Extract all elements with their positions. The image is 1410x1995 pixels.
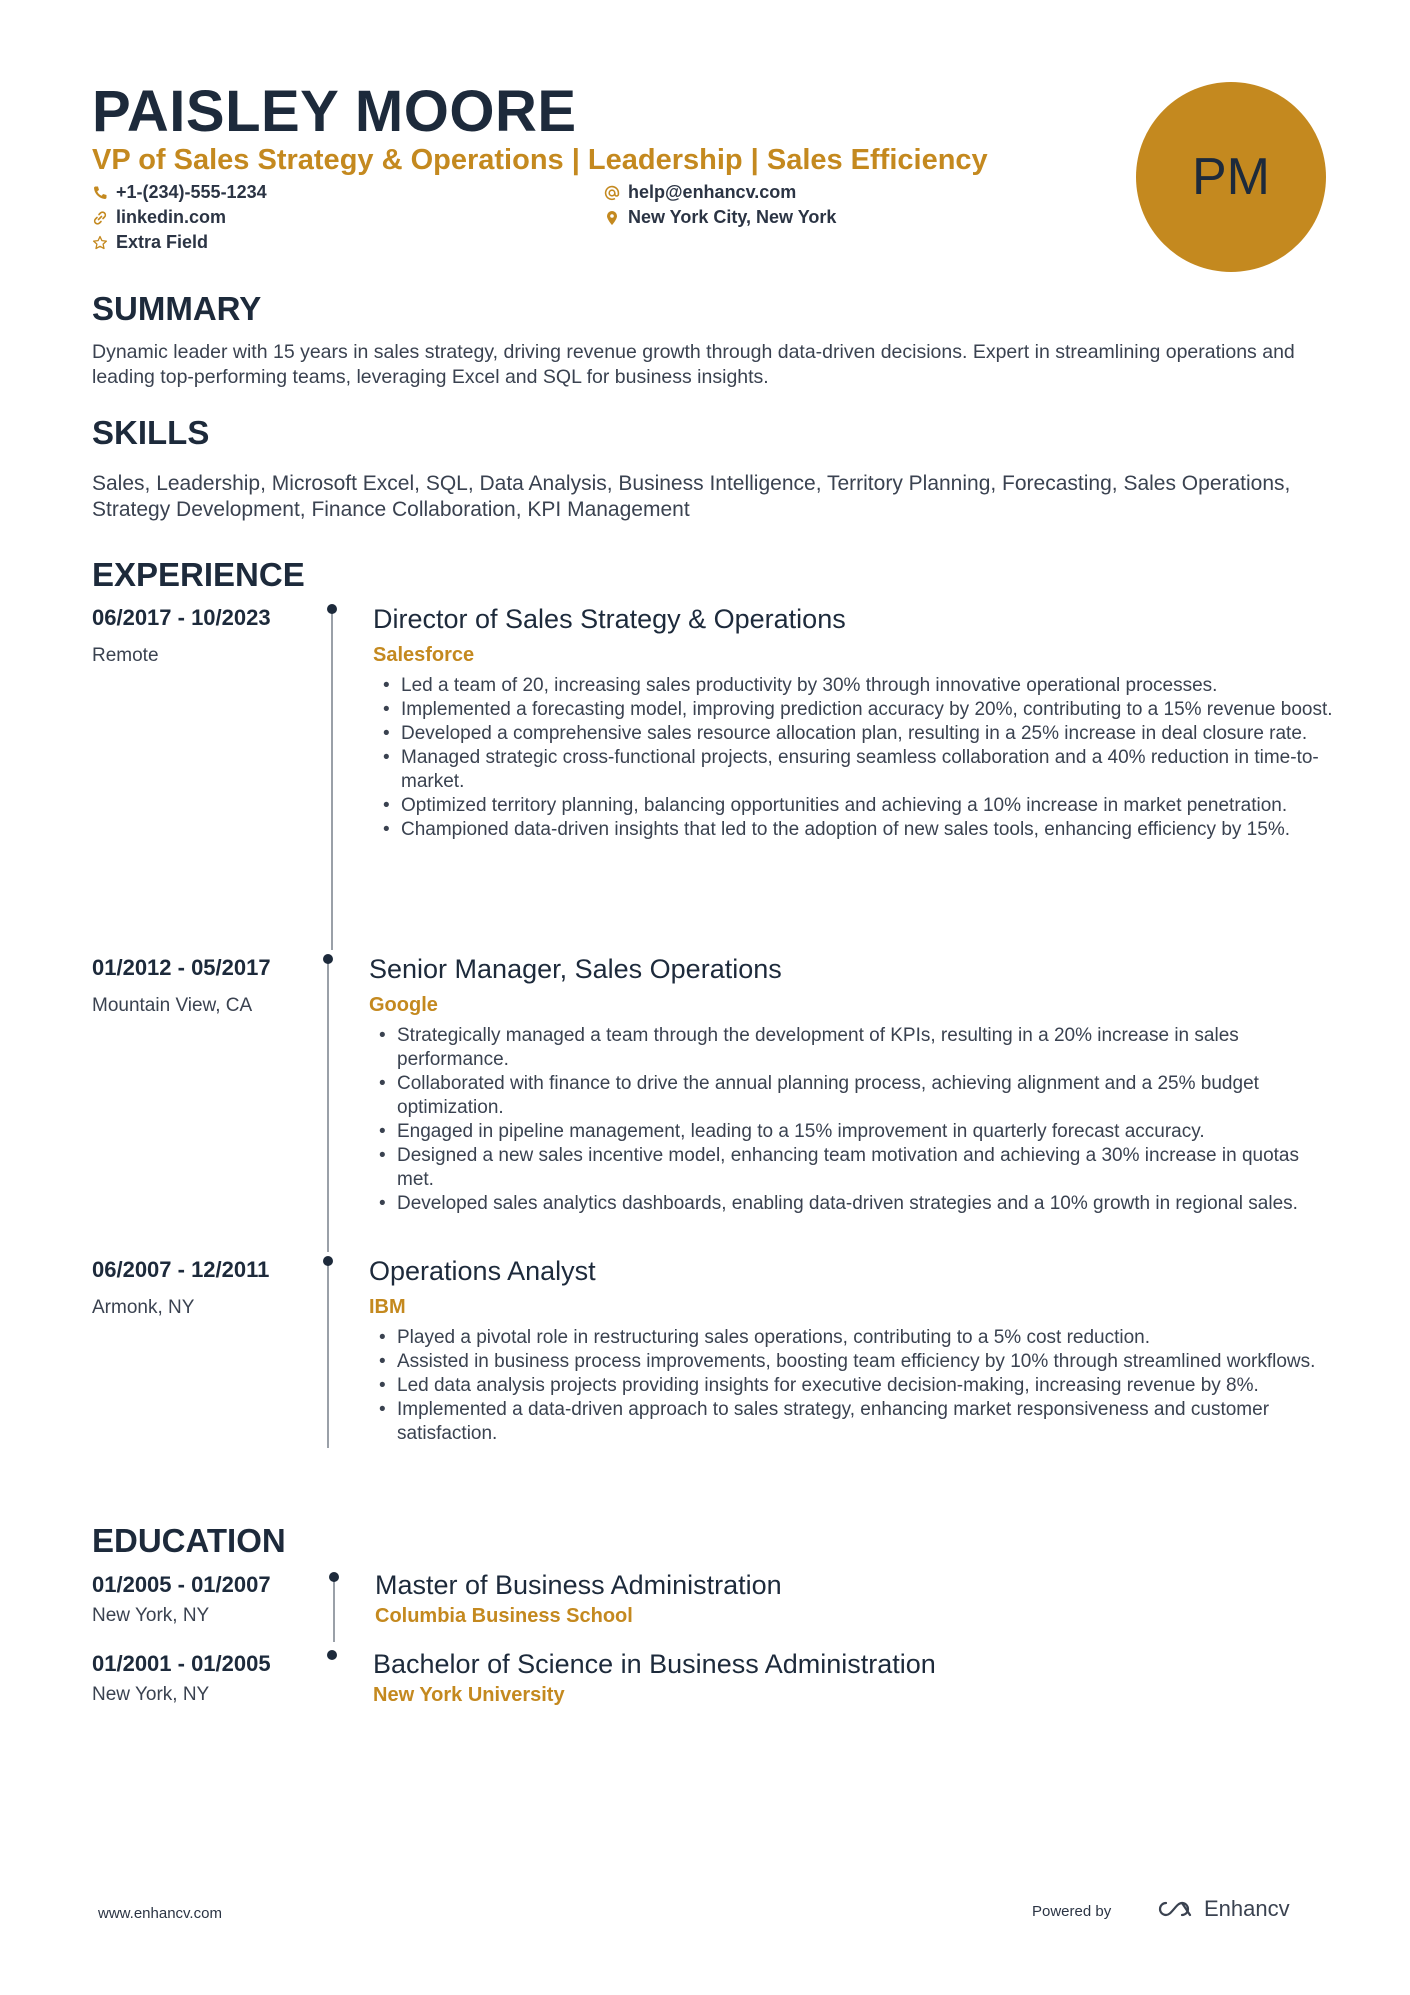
experience-company: Salesforce <box>373 644 475 666</box>
education-heading: EDUCATION <box>92 1522 286 1559</box>
bullet-item: • Led a team of 20, increasing sales productivity by 30% through innovative operational processes. <box>373 674 1333 698</box>
enhancv-logo-icon <box>1152 1897 1198 1921</box>
skills-text: Sales, Leadership, Microsoft Excel, SQL, Data Analysis, Business Intelligence, Territory Planning, Forecasting, Sales Operations, Strategy Development, Finance Collaboration, KPI Management <box>92 472 1291 521</box>
star-icon <box>92 235 108 251</box>
bullet-item: • Strategically managed a team through the development of KPIs, resulting in a 20% increase in sales performance. <box>369 1024 1339 1072</box>
avatar-initials: PM <box>1192 148 1270 206</box>
map-pin-icon <box>604 210 620 226</box>
education-dates: 01/2005 - 01/2007 <box>92 1572 271 1597</box>
bullet-item: • Developed a comprehensive sales resource allocation plan, resulting in a 25% increase in deal closure rate. <box>373 722 1333 746</box>
bullet-item: • Collaborated with finance to drive the annual planning process, achieving alignment and a 25% budget optimization. <box>369 1072 1339 1120</box>
extra-field-text: Extra Field <box>116 232 209 252</box>
education-school: Columbia Business School <box>375 1605 633 1627</box>
avatar <box>1136 82 1326 272</box>
footer-website-link[interactable]: www.enhancv.com <box>98 1905 222 1922</box>
footer-brand-name: Enhancv <box>1204 1896 1290 1921</box>
candidate-headline: VP of Sales Strategy & Operations | Leadership | Sales Efficiency <box>92 144 988 176</box>
experience-role: Director of Sales Strategy & Operations <box>373 604 846 634</box>
bullet-item: • Led data analysis projects providing insights for executive decision-making, increasing revenue by 8%. <box>369 1374 1329 1398</box>
experience-company: Google <box>369 994 438 1016</box>
timeline-dot <box>323 954 333 964</box>
experience-heading: EXPERIENCE <box>92 556 305 593</box>
experience-role: Operations Analyst <box>369 1256 596 1286</box>
education-dates: 01/2001 - 01/2005 <box>92 1651 271 1676</box>
contact-linkedin[interactable] <box>92 207 226 228</box>
experience-location: Mountain View, CA <box>92 995 253 1016</box>
bullet-item: • Developed sales analytics dashboards, enabling data-driven strategies and a 10% growth in regional sales. <box>369 1192 1339 1216</box>
phone-icon <box>92 185 108 201</box>
bullet-item: • Assisted in business process improvements, boosting team efficiency by 10% through streamlined workflows. <box>369 1350 1329 1374</box>
footer-brand-logo[interactable] <box>1152 1896 1290 1922</box>
experience-company: IBM <box>369 1296 406 1318</box>
linkedin-text: linkedin.com <box>116 207 227 227</box>
education-degree: Master of Business Administration <box>375 1570 782 1600</box>
timeline-line <box>333 1580 335 1642</box>
timeline-line <box>331 612 333 950</box>
timeline-line <box>327 1264 329 1448</box>
skills-heading: SKILLS <box>92 414 210 451</box>
timeline-dot <box>329 1572 339 1582</box>
bullet-item: • Played a pivotal role in restructuring sales operations, contributing to a 5% cost reduction. <box>369 1326 1329 1350</box>
candidate-name: PAISLEY MOORE <box>92 79 577 144</box>
education-location: New York, NY <box>92 1684 210 1705</box>
experience-bullets <box>369 1326 1329 1446</box>
bullet-item: • Designed a new sales incentive model, enhancing team motivation and achieving a 30% increase in quotas met. <box>369 1144 1339 1192</box>
timeline-dot <box>327 604 337 614</box>
bullet-item: • Implemented a data-driven approach to sales strategy, enhancing market responsiveness and customer satisfaction. <box>369 1398 1329 1446</box>
experience-bullets <box>373 674 1333 842</box>
bullet-item: • Championed data-driven insights that led to the adoption of new sales tools, enhancing efficiency by 15%. <box>373 818 1333 842</box>
education-school: New York University <box>373 1684 565 1706</box>
education-location: New York, NY <box>92 1605 210 1626</box>
contact-location <box>604 207 836 228</box>
location-text: New York City, New York <box>628 207 837 227</box>
contact-phone <box>92 182 267 203</box>
bullet-item: • Engaged in pipeline management, leading to a 15% improvement in quarterly forecast accuracy. <box>369 1120 1339 1144</box>
at-icon <box>604 185 620 201</box>
contact-email[interactable] <box>604 182 796 203</box>
experience-dates: 06/2017 - 10/2023 <box>92 605 271 630</box>
timeline-line <box>327 962 329 1252</box>
experience-dates: 06/2007 - 12/2011 <box>92 1257 270 1282</box>
bullet-item: • Managed strategic cross-functional projects, ensuring seamless collaboration and a 40% reduction in time-to-market. <box>373 746 1333 794</box>
bullet-item: • Optimized territory planning, balancing opportunities and achieving a 10% increase in market penetration. <box>373 794 1333 818</box>
experience-bullets <box>369 1024 1339 1216</box>
link-icon <box>92 210 108 226</box>
contact-extra <box>92 232 208 253</box>
experience-role: Senior Manager, Sales Operations <box>369 954 782 984</box>
footer-powered-by: Powered by <box>1032 1903 1112 1920</box>
phone-text: +1-(234)-555-1234 <box>116 182 267 202</box>
bullet-item: • Implemented a forecasting model, improving prediction accuracy by 20%, contributing to a 15% revenue boost. <box>373 698 1333 722</box>
experience-location: Remote <box>92 645 159 666</box>
timeline-dot <box>327 1650 337 1660</box>
education-degree: Bachelor of Science in Business Administration <box>373 1649 936 1679</box>
summary-text: Dynamic leader with 15 years in sales strategy, driving revenue growth through data-driven decisions. Expert in streamlining operations and leading top-performing teams, leveraging Excel and SQL for business insights. <box>92 341 1295 388</box>
email-text: help@enhancv.com <box>628 182 797 202</box>
summary-heading: SUMMARY <box>92 290 262 327</box>
experience-dates: 01/2012 - 05/2017 <box>92 955 271 980</box>
timeline-dot <box>323 1256 333 1266</box>
experience-location: Armonk, NY <box>92 1297 195 1318</box>
